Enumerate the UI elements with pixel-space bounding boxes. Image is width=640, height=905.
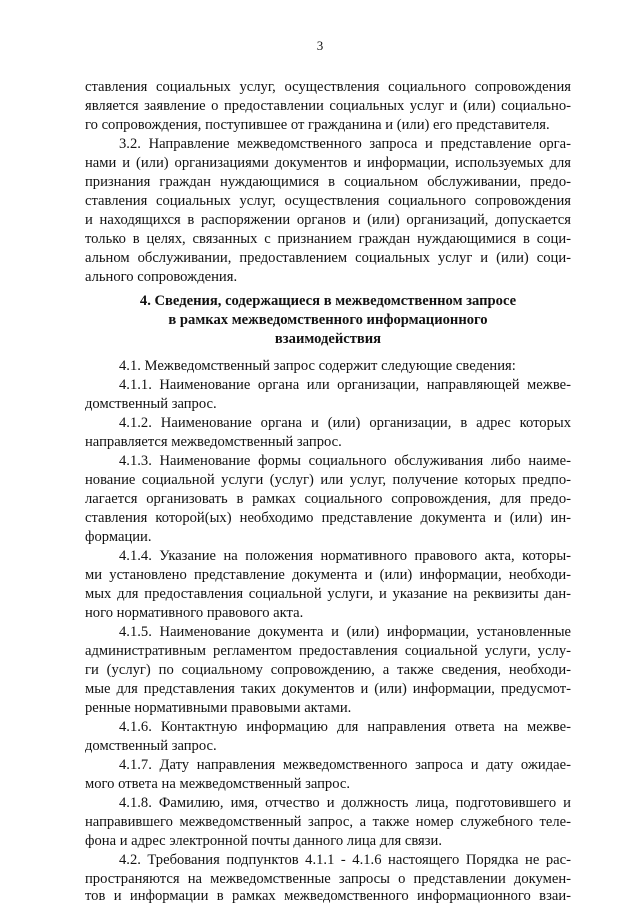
text-line: административным регламентом предоставления социальной услуги, услу-	[85, 643, 571, 659]
paragraph-first-line: 4.1. Межведомственный запрос содержит следующие сведения:	[119, 358, 516, 374]
text-line: ставления социальных услуг, осуществления социального сопровождения	[85, 79, 571, 95]
section-heading-line: взаимодействия	[274, 331, 382, 347]
text-line: ального сопровождения.	[85, 269, 238, 285]
text-line: нами и (или) организациями документов и информации, используемых для	[85, 155, 571, 171]
text-line: только в целях, связанных с признанием граждан нуждающимися в соци-	[85, 231, 571, 247]
text-line: лагается организовать в рамках социального сопровождения, для предо-	[85, 491, 571, 507]
text-line: альном обслуживании, предоставлением социальных услуг и (или) соци-	[85, 250, 571, 266]
text-line: ставления социальных услуг, осуществления социального сопровождения	[85, 193, 571, 209]
text-line: ного нормативного правового акта.	[85, 605, 304, 621]
text-line: является заявление о предоставлении социальных услуг и (или) социально-	[85, 98, 571, 114]
text-line: мых для предоставления социальной услуги, и указание на реквизиты дан-	[85, 586, 571, 602]
text-line: и находящихся в распоряжении органов и (или) организаций, допускается	[85, 212, 571, 228]
paragraph-first-line: 4.1.7. Дату направления межведомственного запроса и дату ожидае-	[119, 757, 571, 773]
text-line: го сопровождения, поступившее от гражданина и (или) его представителя.	[85, 117, 550, 133]
page-number: 3	[316, 38, 324, 53]
text-line: ги (услуг) по социальному сопровождению, а также сведения, необходи-	[85, 662, 571, 678]
text-line: направляется межведомственный запрос.	[85, 434, 342, 450]
paragraph-first-line: 4.1.8. Фамилию, имя, отчество и должность лица, подготовившего и	[119, 795, 571, 811]
text-line: нование социальной услуги (услуг) или услуг, получение которых предпо-	[85, 472, 571, 488]
paragraph-first-line: 4.1.3. Наименование формы социального обслуживания либо наиме-	[119, 453, 571, 469]
text-line: фона и адрес электронной почты данного лица для связи.	[85, 833, 442, 849]
text-line: направившего межведомственный запрос, а также номер служебного теле-	[85, 814, 571, 830]
text-line: домственный запрос.	[85, 738, 217, 754]
paragraph-first-line: 4.1.1. Наименование органа или организации, направляющей межве-	[119, 377, 571, 393]
section-heading-line: 4. Сведения, содержащиеся в межведомственном запросе	[139, 293, 517, 309]
text-line: мого ответа на межведомственный запрос.	[85, 776, 351, 792]
text-line: пространяются на межведомственные запросы о представлении докумен-	[85, 871, 571, 887]
section-heading-line: в рамках межведомственного информационного	[168, 312, 488, 328]
text-line: тов и информации в рамках межведомственного информационного взаи-	[85, 888, 571, 904]
paragraph-first-line: 4.1.6. Контактную информацию для направления ответа на межве-	[119, 719, 571, 735]
text-line: формации.	[85, 529, 152, 545]
text-line: ренные нормативными правовыми актами.	[85, 700, 352, 716]
paragraph-first-line: 4.1.5. Наименование документа и (или) информации, установленные	[119, 624, 571, 640]
text-line: мые для представления таких документов и (или) информации, предусмот-	[85, 681, 571, 697]
paragraph-first-line: 4.1.4. Указание на положения нормативного правового акта, которы-	[119, 548, 571, 564]
text-line: домственный запрос.	[85, 396, 217, 412]
paragraph-first-line: 3.2. Направление межведомственного запроса и представление орга-	[119, 136, 571, 152]
text-line: ставления которой(ых) необходимо представление документа и (или) ин-	[85, 510, 571, 526]
paragraph-first-line: 4.2. Требования подпунктов 4.1.1 - 4.1.6 настоящего Порядка не рас-	[119, 852, 571, 868]
paragraph-first-line: 4.1.2. Наименование органа и (или) организации, в адрес которых	[119, 415, 571, 431]
text-line: признания граждан нуждающимися в социальном обслуживании, предо-	[85, 174, 571, 190]
text-line: ми установлено представление документа и (или) информации, необходи-	[85, 567, 571, 583]
